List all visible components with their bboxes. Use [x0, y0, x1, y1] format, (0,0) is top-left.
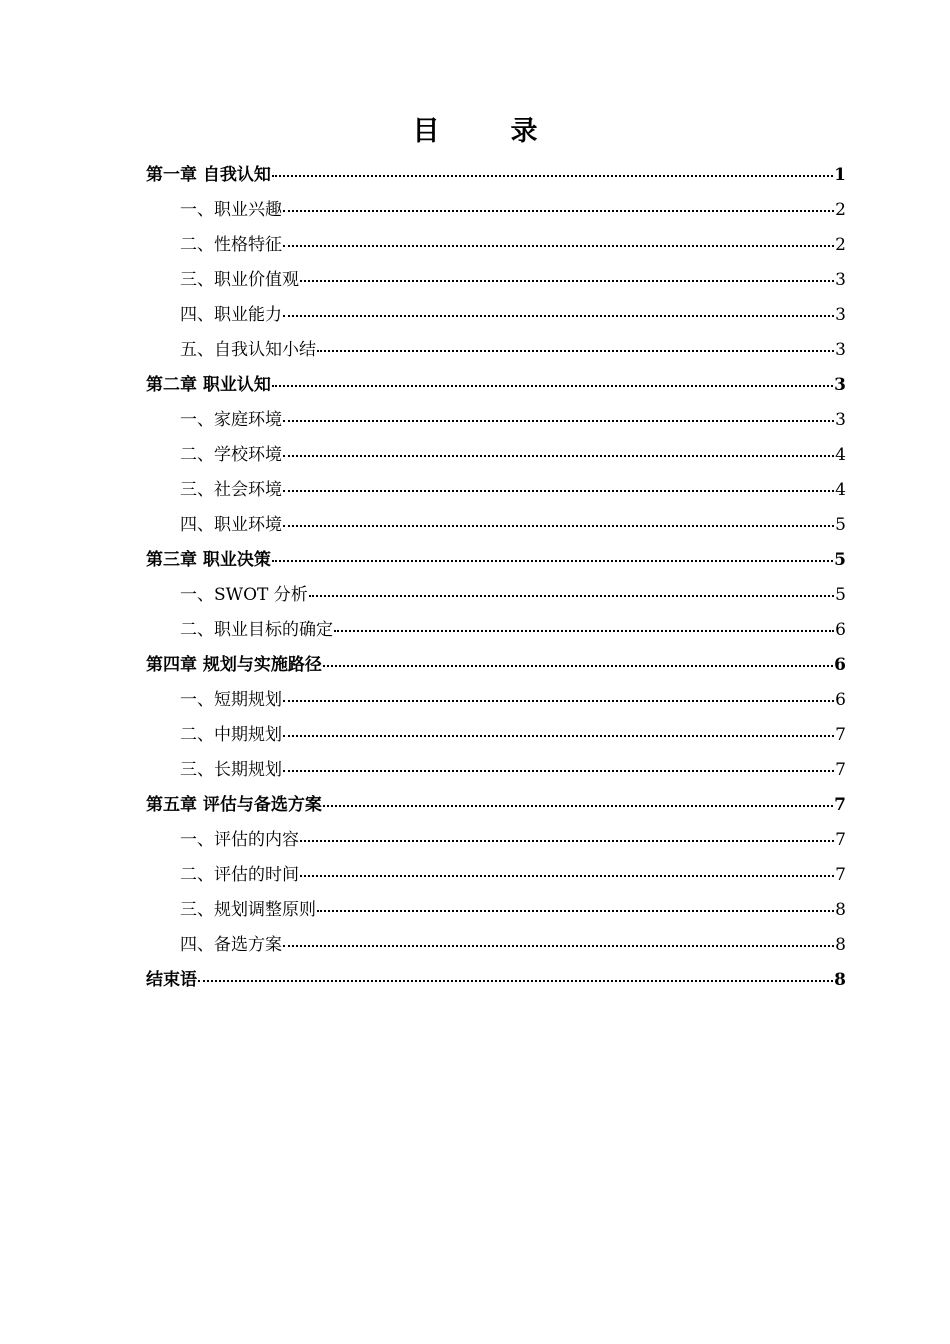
- toc-entry-label: 四、职业环境: [180, 515, 282, 535]
- toc-entry-label: 二、性格特征: [180, 235, 282, 255]
- toc-section-entry[interactable]: [146, 333, 846, 368]
- toc-chapter-entry[interactable]: [146, 158, 846, 193]
- toc-chapter-entry[interactable]: [146, 648, 846, 683]
- dot-leader: [283, 770, 834, 772]
- toc-entry-label: 二、中期规划: [180, 725, 282, 745]
- toc-page-number: 3: [835, 340, 846, 360]
- dot-leader: [300, 840, 834, 842]
- toc-chapter-entry[interactable]: [146, 963, 846, 998]
- toc-entry-label: 结束语: [146, 970, 197, 990]
- toc-page-number: 7: [835, 830, 846, 850]
- dot-leader: [300, 280, 834, 282]
- toc-section-entry[interactable]: [146, 823, 846, 858]
- toc-entry-label: 第五章 评估与备选方案: [146, 795, 322, 815]
- toc-entry-label: 一、SWOT 分析: [180, 585, 308, 605]
- dot-leader: [283, 490, 834, 492]
- toc-page-number: 7: [835, 760, 846, 780]
- toc-page-number: 5: [835, 585, 846, 605]
- toc-section-entry[interactable]: [146, 858, 846, 893]
- table-of-contents: [146, 158, 846, 998]
- toc-page-number: 3: [834, 375, 846, 395]
- dot-leader: [283, 525, 834, 527]
- toc-entry-label: 二、职业目标的确定: [180, 620, 333, 640]
- toc-section-entry[interactable]: [146, 578, 846, 613]
- dot-leader: [283, 420, 834, 422]
- dot-leader: [283, 245, 834, 247]
- toc-entry-label: 三、规划调整原则: [180, 900, 316, 920]
- dot-leader: [283, 945, 834, 947]
- dot-leader: [334, 630, 834, 632]
- toc-entry-label: 第一章 自我认知: [146, 165, 271, 185]
- toc-section-entry[interactable]: [146, 403, 846, 438]
- dot-leader: [283, 210, 834, 212]
- toc-page-number: 7: [835, 865, 846, 885]
- toc-page-number: 5: [834, 550, 846, 570]
- toc-chapter-entry[interactable]: [146, 368, 846, 403]
- toc-page-number: 5: [835, 515, 846, 535]
- toc-entry-label: 三、社会环境: [180, 480, 282, 500]
- toc-entry-label: 第四章 规划与实施路径: [146, 655, 322, 675]
- toc-section-entry[interactable]: [146, 928, 846, 963]
- dot-leader: [283, 700, 834, 702]
- toc-page-number: 1: [834, 165, 846, 185]
- toc-entry-label: 一、职业兴趣: [180, 200, 282, 220]
- toc-page-number: 3: [835, 305, 846, 325]
- dot-leader: [272, 560, 833, 562]
- toc-section-entry[interactable]: [146, 193, 846, 228]
- toc-page-number: 2: [835, 235, 846, 255]
- toc-section-entry[interactable]: [146, 893, 846, 928]
- toc-section-entry[interactable]: [146, 613, 846, 648]
- toc-entry-label: 第二章 职业认知: [146, 375, 271, 395]
- dot-leader: [283, 735, 834, 737]
- dot-leader: [272, 385, 833, 387]
- toc-page-number: 7: [835, 725, 846, 745]
- dot-leader: [317, 350, 834, 352]
- toc-entry-label: 三、职业价值观: [180, 270, 299, 290]
- toc-page-number: 2: [835, 200, 846, 220]
- toc-title: 目 录: [412, 116, 560, 147]
- dot-leader: [283, 455, 834, 457]
- toc-page-number: 8: [835, 935, 846, 955]
- toc-page-number: 6: [835, 620, 846, 640]
- toc-section-entry[interactable]: [146, 263, 846, 298]
- toc-page-number: 4: [835, 480, 846, 500]
- toc-page-number: 8: [834, 970, 846, 990]
- toc-entry-label: 四、备选方案: [180, 935, 282, 955]
- toc-page-number: 7: [834, 795, 846, 815]
- dot-leader: [198, 980, 833, 982]
- toc-section-entry[interactable]: [146, 683, 846, 718]
- dot-leader: [317, 910, 834, 912]
- toc-entry-label: 二、学校环境: [180, 445, 282, 465]
- dot-leader: [323, 665, 833, 667]
- toc-section-entry[interactable]: [146, 718, 846, 753]
- toc-entry-label: 第三章 职业决策: [146, 550, 271, 570]
- dot-leader: [309, 595, 834, 597]
- toc-page-number: 4: [835, 445, 846, 465]
- toc-entry-label: 一、家庭环境: [180, 410, 282, 430]
- toc-chapter-entry[interactable]: [146, 543, 846, 578]
- toc-page-number: 6: [835, 690, 846, 710]
- toc-page-number: 3: [835, 270, 846, 290]
- toc-entry-label: 三、长期规划: [180, 760, 282, 780]
- toc-section-entry[interactable]: [146, 508, 846, 543]
- toc-section-entry[interactable]: [146, 473, 846, 508]
- toc-page-number: 6: [834, 655, 846, 675]
- toc-section-entry[interactable]: [146, 438, 846, 473]
- toc-entry-label: 一、短期规划: [180, 690, 282, 710]
- toc-page-number: 8: [835, 900, 846, 920]
- toc-section-entry[interactable]: [146, 753, 846, 788]
- toc-entry-label: 五、自我认知小结: [180, 340, 316, 360]
- dot-leader: [300, 875, 834, 877]
- toc-section-entry[interactable]: [146, 298, 846, 333]
- toc-page-number: 3: [835, 410, 846, 430]
- toc-entry-label: 一、评估的内容: [180, 830, 299, 850]
- dot-leader: [283, 315, 834, 317]
- dot-leader: [323, 805, 833, 807]
- toc-entry-label: 四、职业能力: [180, 305, 282, 325]
- toc-entry-label: 二、评估的时间: [180, 865, 299, 885]
- toc-chapter-entry[interactable]: [146, 788, 846, 823]
- toc-section-entry[interactable]: [146, 228, 846, 263]
- dot-leader: [272, 175, 833, 177]
